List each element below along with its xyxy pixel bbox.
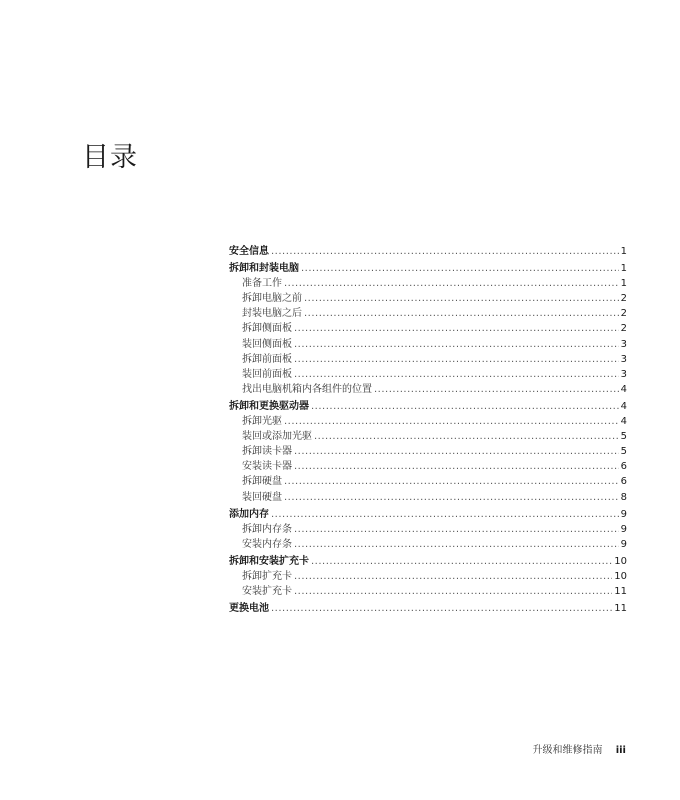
toc-dot-leader <box>294 537 619 552</box>
toc-page-number: 5 <box>620 431 627 443</box>
toc-dot-leader <box>271 601 612 616</box>
toc-page-number: 2 <box>620 293 627 305</box>
toc-section-entry[interactable] <box>229 584 627 599</box>
toc-section-entry[interactable] <box>229 276 627 291</box>
toc-section-entry[interactable] <box>229 414 627 429</box>
toc-entry-label: 拆卸光驱 <box>242 416 282 428</box>
toc-section-entry[interactable] <box>229 429 627 444</box>
toc-page-number: 3 <box>620 368 627 380</box>
toc-section-entry[interactable] <box>229 337 627 352</box>
toc-page-number: 10 <box>614 555 627 567</box>
toc-entry-label: 拆卸和安装扩充卡 <box>229 555 309 567</box>
toc-entry-label: 拆卸和封装电脑 <box>229 263 299 275</box>
toc-page-number: 1 <box>620 278 627 290</box>
toc-page-number: 5 <box>620 446 627 458</box>
toc-page-number: 8 <box>620 491 627 503</box>
toc-dot-leader <box>284 276 619 291</box>
toc-dot-leader <box>294 522 619 537</box>
toc-entry-label: 拆卸内存条 <box>242 523 292 535</box>
toc-page-number: 4 <box>620 383 627 395</box>
toc-dot-leader <box>304 306 619 321</box>
toc-page-number: 1 <box>620 246 627 257</box>
toc-page-number: 4 <box>620 400 627 412</box>
toc-entry-label: 更换电池 <box>229 603 269 615</box>
toc-entry-label: 封装电脑之后 <box>242 308 302 320</box>
toc-section-entry[interactable] <box>229 352 627 367</box>
toc-chapter-entry[interactable] <box>229 399 627 414</box>
toc-section-entry[interactable] <box>229 474 627 489</box>
toc-dot-leader <box>301 261 619 276</box>
toc-dot-leader <box>311 554 612 569</box>
toc-chapter-entry[interactable] <box>229 554 627 569</box>
toc-page-number: 2 <box>620 323 627 335</box>
toc-entry-label: 准备工作 <box>242 278 282 290</box>
toc-dot-leader <box>294 569 612 584</box>
toc-dot-leader <box>294 321 619 336</box>
toc-page-number: 3 <box>620 353 627 365</box>
toc-chapter-entry[interactable] <box>229 261 627 276</box>
toc-entry-label: 拆卸侧面板 <box>242 323 292 335</box>
toc-page-number: 9 <box>620 508 627 520</box>
toc-page-number: 11 <box>614 603 627 615</box>
toc-section-entry[interactable] <box>229 321 627 336</box>
toc-page-number: 10 <box>614 570 627 582</box>
toc-section-entry[interactable] <box>229 569 627 584</box>
toc-page-number: 3 <box>620 338 627 350</box>
toc-entry-label: 添加内存 <box>229 508 269 520</box>
toc-entry-label: 装回或添加光驱 <box>242 431 312 443</box>
toc-entry-label: 安全信息 <box>229 246 269 257</box>
toc-entry-label: 拆卸读卡器 <box>242 446 292 458</box>
toc-entry-label: 找出电脑机箱内各组件的位置 <box>242 383 372 395</box>
toc-entry-label: 装回前面板 <box>242 368 292 380</box>
toc-section-entry[interactable] <box>229 522 627 537</box>
toc-page-number: 9 <box>620 538 627 550</box>
toc-chapter-entry[interactable] <box>229 601 627 616</box>
toc-entry-label: 拆卸前面板 <box>242 353 292 365</box>
toc-entry-label: 装回硬盘 <box>242 491 282 503</box>
page-title: 目录 <box>82 142 138 173</box>
toc-page-number: 1 <box>620 263 627 275</box>
toc-page-number: 2 <box>620 308 627 320</box>
toc-dot-leader <box>294 337 619 352</box>
toc-dot-leader <box>271 507 619 522</box>
toc-entry-label: 拆卸和更换驱动器 <box>229 400 309 412</box>
toc-dot-leader <box>374 382 619 397</box>
toc-dot-leader <box>304 291 619 306</box>
toc-chapter-entry[interactable] <box>229 244 627 259</box>
toc-section-entry[interactable] <box>229 537 627 552</box>
table-of-contents <box>229 244 627 616</box>
toc-chapter-entry[interactable] <box>229 507 627 522</box>
toc-dot-leader <box>284 414 619 429</box>
toc-section-entry[interactable] <box>229 291 627 306</box>
toc-dot-leader <box>294 367 619 382</box>
toc-entry-label: 安装内存条 <box>242 538 292 550</box>
toc-entry-label: 拆卸电脑之前 <box>242 293 302 305</box>
toc-section-entry[interactable] <box>229 382 627 397</box>
toc-page-number: 9 <box>620 523 627 535</box>
footer-page-number: iii <box>615 745 626 756</box>
toc-entry-label: 拆卸硬盘 <box>242 476 282 488</box>
toc-section-entry[interactable] <box>229 306 627 321</box>
toc-section-entry[interactable] <box>229 444 627 459</box>
toc-dot-leader <box>294 459 619 474</box>
toc-entry-label: 拆卸扩充卡 <box>242 570 292 582</box>
toc-entry-label: 安装扩充卡 <box>242 586 292 598</box>
toc-dot-leader <box>294 444 619 459</box>
toc-page-number: 4 <box>620 416 627 428</box>
toc-section-entry[interactable] <box>229 459 627 474</box>
toc-entry-label: 安装读卡器 <box>242 461 292 473</box>
toc-dot-leader <box>311 399 619 414</box>
toc-page-number: 6 <box>620 476 627 488</box>
toc-entry-label: 装回侧面板 <box>242 338 292 350</box>
page-footer <box>533 744 626 758</box>
footer-document-title: 升级和维修指南 <box>532 745 603 756</box>
toc-section-entry[interactable] <box>229 367 627 382</box>
toc-dot-leader <box>294 584 612 599</box>
toc-section-entry[interactable] <box>229 490 627 505</box>
toc-dot-leader <box>294 352 619 367</box>
toc-dot-leader <box>271 244 619 259</box>
toc-dot-leader <box>284 490 619 505</box>
toc-dot-leader <box>284 474 619 489</box>
toc-page-number: 11 <box>614 586 627 598</box>
toc-dot-leader <box>314 429 619 444</box>
toc-page-number: 6 <box>620 461 627 473</box>
